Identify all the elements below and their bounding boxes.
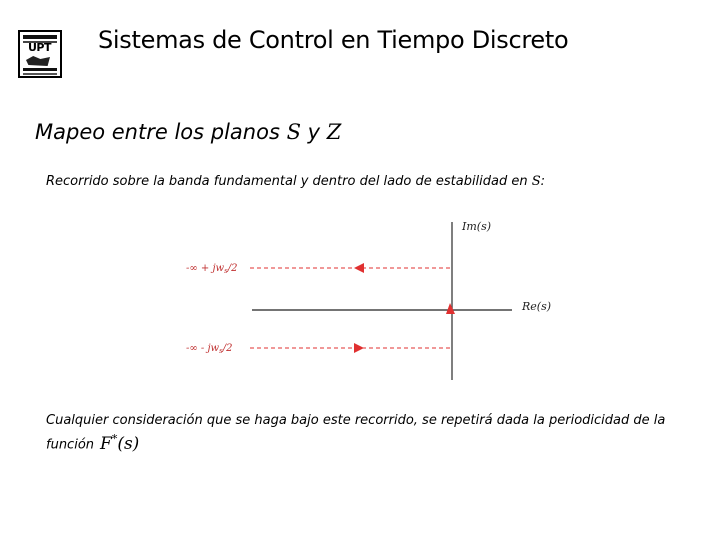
up-arrow-icon bbox=[446, 303, 455, 314]
subtitle-z-symbol: Z bbox=[326, 120, 342, 144]
subtitle-text: Mapeo entre los planos bbox=[35, 120, 287, 144]
subtitle-and: y bbox=[300, 120, 327, 144]
function-star: * bbox=[111, 432, 118, 445]
conclusion-body: Cualquier consideración que se haga bajo este recorrido, se repetirá dada la periodicidad de la función bbox=[46, 413, 666, 453]
function-symbol bbox=[100, 434, 139, 454]
page-title: Sistemas de Control en Tiempo Discreto bbox=[98, 26, 569, 54]
description-suffix: : bbox=[540, 174, 546, 189]
imaginary-axis-label: Im(s) bbox=[462, 220, 492, 233]
lower-limit-label bbox=[186, 343, 232, 355]
lower-limit-tail: /2 bbox=[222, 343, 233, 354]
upper-limit-main: -∞ + jw bbox=[186, 263, 225, 274]
logo-text: UPT bbox=[28, 41, 51, 54]
conclusion-text bbox=[46, 412, 706, 455]
upper-limit-sub: s bbox=[224, 267, 228, 275]
lower-limit-sub: s bbox=[219, 347, 223, 355]
description-s-symbol: S bbox=[531, 174, 541, 189]
lower-arrow-icon bbox=[354, 343, 364, 353]
upper-arrow-icon bbox=[354, 263, 364, 273]
subtitle-s-symbol: S bbox=[286, 120, 301, 144]
upper-limit-tail: /2 bbox=[227, 263, 238, 274]
function-name: F bbox=[100, 433, 112, 454]
lower-limit-main: -∞ - jw bbox=[186, 343, 220, 354]
description-body: Recorrido sobre la banda fundamental y dentro del lado de estabilidad en bbox=[46, 174, 532, 189]
upper-limit-label bbox=[186, 263, 237, 275]
function-arg: (s) bbox=[117, 433, 140, 454]
real-axis-label: Re(s) bbox=[522, 300, 552, 313]
